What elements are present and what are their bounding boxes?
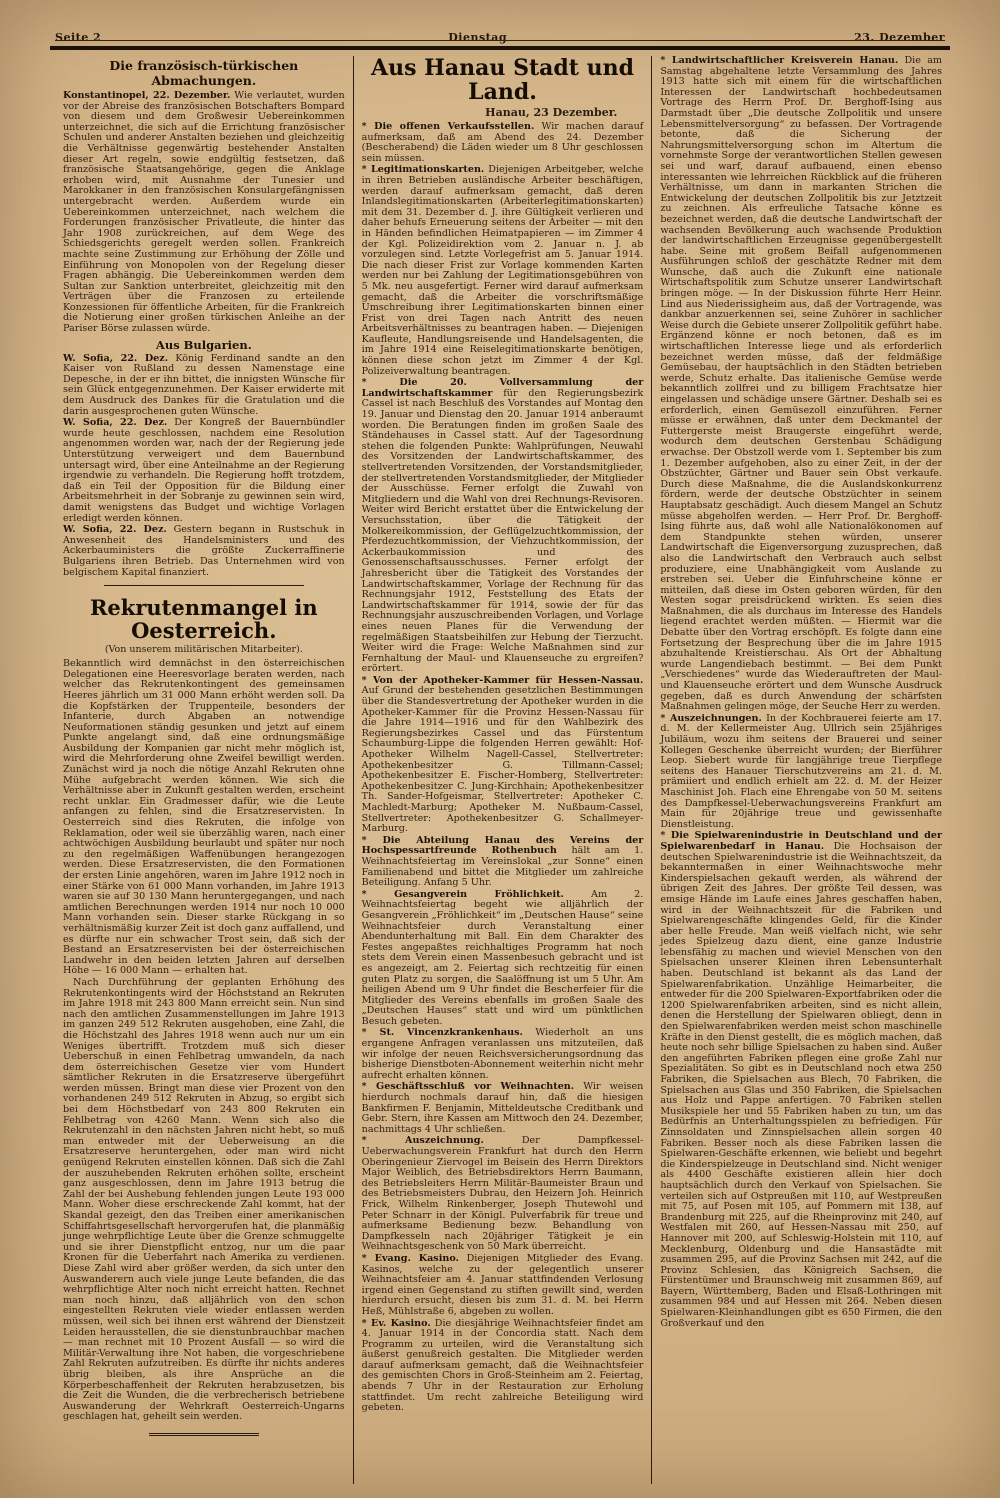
article-recruit-shortage bbox=[63, 596, 345, 1423]
article-paragraph: Bekanntlich wird demnächst in den österreichischen Delegationen eine Heeresvorlage beraten werden, nach welcher das Rekrutenkontingent des gemeinsamen Heeres jährlich um 31 000 Mann erhöht werden soll. Da die Kopfstärken der Truppenteile, besonders der Infanterie, durch Abgaben an notwendige Neuformationen ständig gesunken und jetzt auf einem Punkte angelangt sind, daß eine ordnungsmäßige Ausbildung der Kompanien gar nicht mehr möglich ist, wird die Mehrforderung ohne Zweifel bewilligt werden. Zunächst wird ja noch die nötige Anzahl Rekruten ohne Mühe aufgebracht werden können. Wie sich die Verhältnisse aber in Zukunft gestalten werden, erscheint recht unklar. Ein Gradmesser dafür, wie die Leute anfangen zu fehlen, sind die Ersatzreservisten. In Oesterreich sind dies Rekruten, die infolge von Reklamation, oder weil sie überzählig waren, nach einer achtwöchigen Ausbildung beurlaubt und später nur noch zu den regelmäßigen Waffenübungen herangezogen werden. Diese Ersatzreservisten, die den Formationen der ersten Linie angehören, waren im Jahre 1912 noch in einer Stärke von 61 000 Mann vorhanden, im Jahre 1913 waren sie auf 30 130 Mann heruntergegangen, und nach amtlichen Berechnungen werden 1914 nur noch 10 000 Mann vorhanden sein. Dieser starke Rückgang in so verhältnismäßig kurzer Zeit ist doch ganz auffallend, und es dürfte nur ein schwacher Trost sein, daß sich der Bestand an Ersatzreservisten bei der österreichischen Landwehr in den beiden letzten Jahren auf derselben Höhe — 16 000 Mann — erhalten hat. bbox=[63, 658, 345, 977]
news-item: * Ev. Kasino. Die diesjährige Weihnachtsfeier findet am 4. Januar 1914 in der Concordia statt. Nach dem Programm zu urteilen, wird die Veranstaltung sich äußerst genußreich gestalten. Die Mitglieder werden darauf aufmerksam gemacht, daß die Weihnachtsfeier des gemischten Chors in Groß-Steinheim am 2. Feiertag, abends 7 Uhr in der Restauration zur Erholung stattfindet. Um recht zahlreiche Beteiligung wird gebeten. bbox=[361, 1317, 644, 1414]
article-paragraph: Nach Durchführung der geplanten Erhöhung des Rekrutenkontingents wird der Höchststand an Rekruten im Jahre 1918 mit 243 800 Mann erreicht sein. Nun sind nach den amtlichen Zusammenstellungen im Jahre 1913 im ganzen 249 512 Rekruten ausgehoben, eine Zahl, die die Höchstzahl des Jahres 1918 wenn auch nur um ein Weniges übertrifft. Trotzdem muß sich dieser Ueberschuß in einen Fehlbetrag umwandeln, da nach dem österreichischen Gesetze vier vom Hundert sämtlicher Rekruten in die Ersatzreserve übergeführt werden müssen. Bringt man diese vier Prozent von den vorhandenen 249 512 Rekruten in Abzug, so ergibt sich bei dem Höchstbedarf von 243 800 Rekruten ein Fehlbetrag von 4260 Mann. Wenn sich also die Rekrutenzahl in den nächsten Jahren nicht hebt, so muß man entweder mit der Ueberweisung an die Ersatzreserve heruntergehen, oder man wird nicht genügend Rekruten einstellen können. Daß sich die Zahl der auszuhebenden Rekruten erhöhen sollte, erscheint ganz ausgeschlossen, denn im Jahre 1913 betrug die Zahl der bei Aushebung fehlenden jungen Leute 193 000 Mann. Woher diese erschreckende Zahl kommt, hat der Skandal gezeigt, den das Treiben einer amerikanischen Schiffahrtsgesellschaft hervorgerufen hat, die planmäßig junge wehrpflichtige Leute über die Grenze schmuggelte und sie ihrer Dienstpflicht entzog, nur um die paar Kronen für die Ueberfahrt nach Amerika zu verdienen. Diese Zahl wird aber größer werden, da sich unter den Auswanderern auch viele junge Leute befanden, die das wehrpflichtige Alter noch nicht erreicht hatten. Rechnet man noch hinzu, daß alljährlich von den schon eingestellten Rekruten viele wieder entlassen werden müssen, weil sich bei ihnen erst während der Dienstzeit Leiden herausstellen, die sie dienstunbrauchbar machen — man rechnet mit 10 Prozent Ausfall — so wird die Militär-Verwaltung ihre Not haben, die vorgeschriebene Zahl Rekruten aufzutreiben. Es dürfte ihr nichts anderes übrig bleiben, als ihre Ansprüche an die Körperbeschaffenheit der Rekruten herabzusetzen, bis die Zeit die Wunden, die die verbrecherisch betriebene Auswanderung der Wehrkraft Oesterreich-Ungarns geschlagen hat, geheilt sein werden. bbox=[63, 976, 345, 1423]
item-lead: * Von der Apotheker-Kammer für Hessen-Nassau. bbox=[361, 674, 644, 686]
local-section-masthead: Aus Hanau Stadt und Land. bbox=[371, 56, 634, 105]
item-lead: * Geschäftsschluß vor Weihnachten. bbox=[361, 1081, 575, 1093]
item-lead: * Die 20. Vollversammlung der Landwirtschaftskammer bbox=[361, 377, 644, 399]
item-dateline: W. Sofia, 22. Dez. bbox=[63, 417, 168, 429]
news-item: * Von der Apotheker-Kammer für Hessen-Nassau. Auf Grund der bestehenden gesetzlichen Bestimmungen über die Standesvertretung der Apotheker wurden in die Apotheker-Kammer für die Provinz Hessen-Nassau für die Jahre 1914—1916 und für den Wahlbezirk des Regierungsbezirkes Cassel und das Fürstentum Schaumburg-Lippe die folgenden Herren gewählt: Hof-Apotheker Wilhelm Nagell-Cassel, Stellvertreter: Apothekenbesitzer G. Tillmann-Cassel; Apothekenbesitzer E. Fischer-Homberg, Stellvertreter: Apothekenbesitzer C. Jung-Kirchhain; Apothekenbesitzer Th. Sander-Hofgeismar, Stellvertreter: Apotheker C. Machledt-Marburg; Apotheker M. Nußbaum-Cassel, Stellvertreter: Apothekenbesitzer G. Schallmeyer-Marburg. bbox=[361, 674, 644, 835]
news-item: * Die 20. Vollversammlung der Landwirtschaftskammer für den Regierungsbezirk Cassel ist nach Beschluß des Vorstandes auf Montag den 19. Januar und Dienstag den 20. Januar 1914 anberaumt worden. Die Beratungen finden im großen Saale des Ständehauses in Cassel statt. Auf der Tagesordnung stehen die folgenden Punkte: Wahlprüfungen, Neuwahl des Vorsitzenden der Landwirtschaftskammer, des stellvertretenden Vorsitzenden, der Vorstandsmitglieder, der stellvertretenden Vorstandsmitglieder, der Mitglieder der Ausschüsse. Ferner erfolgt die Zuwahl von Mitgliedern und die Wahl von drei Rechnungs-Revisoren. Weiter wird Bericht erstattet über die Entwickelung der Versuchsstation, über die Tätigkeit der Molkereikommission, der Geflügelzuchtkommission, der Pferdezuchtkommission, der Viehzuchtkommission, der Ackerbaukommission und des Genossenschaftsausschusses. Ferner erfolgt der Jahresbericht über die Tätigkeit des Vorstandes der Landwirtschaftskammer, Vorlage der Rechnung für das Rechnungsjahr 1912, Feststellung des Etats der Landwirtschaftskammer für 1914, sowie der für das Rechnungsjahr auszuschreibenden Vorlagen, und Vorlage eines neuen Planes für die Verwendung der regelmäßigen Staatsbeihilfen zur Hebung der Tierzucht. Weiter wird die Frage: Welche Maßnahmen sind zur Fernhaltung der Maul- und Klauenseuche zu ergreifen? erörtert. bbox=[361, 377, 644, 675]
local-dateline: Hanau, 23 Dezember. bbox=[485, 106, 618, 119]
article-french-turkish bbox=[63, 58, 345, 335]
header-rule-thin bbox=[55, 40, 945, 41]
news-item: * Die Spielwarenindustrie in Deutschland und der Spielwarenbedarf in Hanau. Die Hochsaison der deutschen Spielwarenindustrie ist die Weihnachtszeit, da bekanntermaßen in einer Weihnachtswoche mehr Kinderspielsachen gekauft werden, als während der übrigen Zeit des Jahres. Der größte Teil dessen, was emsige Hände im Laufe eines Jahres geschaffen haben, wird in der Weihnachtszeit für die Fabriken und Spielwarengeschäfte klingendes Geld, für die Kinder aber helle Freude. Man weiß vielfach nicht, wie sehr jedes Spielzeug dazu dient, eine ganze Industrie lebensfähig zu machen und wieviel Menschen von den Spielsachen unserer Kleinen ihren Lebensunterhalt haben. Deutschland ist bekannt als das Land der Spielwarenfabrikation. Unzählige Heimarbeiter, die entweder für die 200 Spielwaren-Exportfabriken oder die 1200 Spielwarenfabriken arbeiten, sind es nicht allein, denen die Herstellung der Spielwaren obliegt, denn in den Spielwarenfabriken werden meist schon maschinelle Kräfte in den Dienst gestellt, die es möglich machen, daß heute noch sehr billige Spielsachen zu haben sind. Außer den angeführten Fabriken pflegen eine große Zahl nur Spezialitäten. So gibt es in Deutschland noch etwa 250 Fabriken, die Spielsachen aus Blech, 70 Fabriken, die Spielsachen aus Glas und 350 Fabriken, die Spielsachen aus Holz und Pappe anfertigen. 70 Fabriken stellen Musikspiele her und 55 Fabriken haben zu tun, um das Bedürfnis an Unterhaltungsspielen zu befriedigen. Für Zinnsoldaten und Zinnspielsachen allein sorgen 40 Fabriken. Besser noch als diese Fabriken lassen die Spielwaren-Geschäfte erkennen, wie beliebt und begehrt die Kinderspielzeuge in Deutschland sind. Nicht weniger als 4400 Geschäfte existieren allein hier doch hauptsächlich durch den Verkauf von Spielsachen. Sie verteilen sich auf Ostpreußen mit 110, auf Westpreußen mit 75, auf Posen mit 105, auf Pommern mit 138, auf Brandenburg mit 225, auf die Rheinprovinz mit 240, auf Westfalen mit 260, auf Hessen-Nassau mit 250, auf Hannover mit 200, auf Schleswig-Holstein mit 110, auf Mecklenburg, Oldenburg und die Hansastädte mit zusammen 295, auf die Provinz Sachsen mit 242, auf die Provinz Schlesien, das Königreich Sachsen, die Fürstentümer und Braunschweig mit zusammen 869, auf Bayern, Württemberg, Baden und Elsaß-Lothringen mit zusammen 984 und auf Hessen mit 264. Neben diesen Spielwaren-Kleinhandlungen gibt es 650 Firmen, die den Großverkauf und den bbox=[660, 830, 943, 1329]
item-lead: * Auszeichnungen. bbox=[660, 712, 762, 724]
item-lead: * Die Abteilung Hanau des Vereins der Hochspessartfreunde Rothenbuch bbox=[361, 834, 644, 857]
item-lead: * Landwirtschaftlicher Kreisverein Hanau. bbox=[660, 56, 899, 66]
news-item: * Gesangverein Fröhlichkeit. Am 2. Weihnachtsfeiertag begeht wie alljährlich der Gesangverein „Fröhlichkeit“ im „Deutschen Hause“ seine Weihnachtsfeier durch Veranstaltung einer Abendunterhaltung mit Ball. Ein dem Charakter des Festes angepaßtes reichhaltiges Programm hat noch stets dem Verein einen Massenbesuch gebracht und ist es angezeigt, am 2. Feiertag sich rechtzeitig für einen guten Platz zu sorgen, die Saalöffnung ist um 5 Uhr. Am heiligen Abend um 9 Uhr findet die Bescherfeier für die Mitglieder des Vereins ebenfalls im großen Saale des „Deutschen Hauses“ statt und wird um pünktlichen Besuch gebeten. bbox=[361, 888, 644, 1027]
article-byline: (Von unserem militärischen Mitarbeiter). bbox=[104, 644, 303, 656]
column-3 bbox=[651, 56, 950, 1484]
column-2 bbox=[353, 56, 652, 1484]
item-lead: * Gesangverein Fröhlichkeit. bbox=[361, 888, 564, 900]
news-item: * Landwirtschaftlicher Kreisverein Hanau. Die am Samstag abgehaltene letzte Versammlung des Jahres 1913 hatte sich mit einem für die wirtschaftlichen Interessen der Landwirtschaft hochbedeutsamen Vortrage des Herrn Prof. Dr. Berghoff-Ising aus Darmstadt über „Die deutsche Zollpolitik und unsere Lebensmittelversorgung“ zu befassen. Der Vortragende betonte, daß die Sicherung der Nahrungsmittelversorgung schon im Altertum die vornehmste Sorge der verantwortlichen Stellen gewesen sei und warf, darauf aufbauend, einen ebenso interessanten wie lehrreichen Rückblick auf die früheren Verhältnisse, um dann in markanten Strichen die Entwickelung der deutschen Zollpolitik bis zur Jetztzeit zu zeichnen. Als erfreuliche Tatsache könne es bezeichnet werden, daß die deutsche Landwirtschaft der wachsenden Bevölkerung auch wachsende Produktion der landwirtschaftlichen Erzeugnisse gegenübergestellt habe. Seine mit großem Beifall aufgenommenen Ausführungen schloß der geschätzte Redner mit dem Wunsche, daß auch die Zukunft eine nationale Wirtschaftspolitik zum Schutze unserer Landwirtschaft bringen möge. — In der Diskussion führte Herr Heinr. Lind aus Niederissigheim aus, daß der Vortragende, was dankbar anzuerkennen sei, seine Zuhörer in sachlicher Weise durch die Gebiete unserer Zollpolitik geführt habe. Ergänzend könne er noch betonen, daß es im wirtschaftlichen Interesse liege und als erforderlich bezeichnet werden müsse, daß der feldmäßige Gemüsebau, der hauptsächlich in den Städten betrieben werde, Schutz erhalte. Das italienische Gemüse werde bekanntlich zollfrei und zu billigem Frachtsatze hier eingelassen und schädige unsere Gärtner. Deshalb sei es erforderlich, einen Gemüsezoll einzuführen. Ferner müsse er erwähnen, daß unter dem Deckmantel der Futtergerste meist Braugerste eingeführt werde, wodurch dem deutschen Gerstenbau Schädigung erwachse. Der Obstzoll werde vom 1. September bis zum 1. Dezember aufgehoben, also zu einer Zeit, in der der Obstzüchter, Gärtner und Bauer sein Obst verkaufe. Durch diese Maßnahme, die die Auslandskonkurrenz fördern, werde der deutsche Obstzüchter in seinem Hauptabsatz geschädigt. Auch diesem Mangel an Schutz müsse abgeholfen werden. — Herr Prof. Dr. Berghoff-Ising führte aus, daß wohl alle Nationalökonomen auf dem Standpunkte stehen würden, unserer Landwirtschaft die Eigenversorgung zuzusprechen, daß also die Landwirtschaft den Verbrauch auch selbst produziere, eine Unabhängigkeit vom Auslande zu erstreben sei. Ueber die Einfuhrscheine könne er mitteilen, daß diese im Osten geboren würden, für den Westen sogar preisdrückend wirkten. Es seien dies Maßnahmen, die als durchaus im Interesse des Handels liegend erachtet werden müßten. — Hiermit war die Debatte über den Vortrag erschöpft. Es folgte dann eine Fortsetzung der Besprechung über die im Jahre 1915 abzuhaltende Kreistierschau. Als Ort der Abhaltung wurde Langendiebach bestimmt. — Bei dem Punkt „Verschiedenes“ wurde das Wiederauftreten der Maul- und Klauenseuche erörtert und dem Wunsche Ausdruck gegeben, daß es durch Anwendung der schärfsten Maßnahmen gelingen möge, der Seuche Herr zu werden. bbox=[660, 56, 943, 713]
weekday-label: Dienstag bbox=[448, 31, 508, 44]
header-rule-thick bbox=[50, 46, 950, 50]
article-bulgaria bbox=[63, 338, 345, 578]
news-item: * Auszeichnung. Der Dampfkessel-Ueberwachungsverein Frankfurt hat durch den Herrn Oberingenieur Ziervogel im Beisein des Herrn Direktors Major Weiblich, des Betriebsdirektors Herrn Baumann, des Betriebsleiters Herrn Militär-Baumeister Braun und des Betriebsmeisters Dubrau, den Heizern Joh. Heinrich Frick, Wilhelm Rinkenberger, Joseph Thutewohl und Peter Schnarr in der Königl. Pulverfabrik für treue und aufmerksame Bedienung bezw. Behandlung von Dampfkesseln nach 20jähriger Tätigkeit je ein Weihnachtsgeschenk von 50 Mark überreicht. bbox=[361, 1135, 644, 1253]
item-lead: * Die offenen Verkaufsstellen. bbox=[361, 121, 535, 132]
item-lead: * Evang. Kasino. bbox=[361, 1252, 459, 1264]
article-dateline: Konstantinopel, 22. Dezember. bbox=[63, 90, 231, 101]
item-lead: * Die Spielwarenindustrie in Deutschland und der Spielwarenbedarf in Hanau. bbox=[660, 830, 943, 852]
news-item: * Evang. Kasino. Diejenigen Mitglieder des Evang. Kasinos, welche zu der gelegentlich unserer Weihnachtsfeier am 4. Januar stattfindenden Verlosung irgend einen Gegenstand zu stiften gewillt sind, werden hierdurch ersucht, diesen bis zum 31. d. M. bei Herrn Heß, Mühlstraße 6, abgeben zu wollen. bbox=[361, 1252, 644, 1317]
item-lead: * Legitimationskarten. bbox=[361, 164, 485, 176]
item-dateline: W. Sofia, 22. Dez. bbox=[63, 352, 169, 364]
column-layout bbox=[55, 56, 950, 1484]
article-end-divider bbox=[149, 1433, 259, 1436]
article-headline: Rekrutenmangel in Oesterreich. bbox=[89, 595, 318, 644]
item-lead: * Auszeichnung. bbox=[361, 1135, 484, 1147]
article-title: Die französisch-türkischen Abmachungen. bbox=[109, 58, 299, 88]
news-item: W. Sofia, 22. Dez. König Ferdinand sandte an den Kaiser von Rußland zu dessen Namenstage eine Depesche, in der er ihn bittet, die innigsten Wünsche für sein Glück entgegenzunehmen. Der Kaiser erwiderte mit dem Ausdruck des Dankes für die Gratulation und die darin ausgesprochenen guten Wünsche. bbox=[63, 352, 345, 417]
news-item: * Auszeichnungen. In der Kochbrauerei feierte am 17. d. M. der Kellermeister Aug. Ullrich sein 25jähriges Jubiläum, wozu ihm seitens der Brauerei und seiner Kollegen Geschenke überreicht wurden; der Bierführer Leop. Siebert wurde für langjährige treue Tierpflege seitens des Hanauer Tierschutzvereins am 21. d. M. prämiiert und endlich erhielt am 22. d. M. der Heizer Maschinist Joh. Flach eine Ehrengabe von 50 M. seitens des Dampfkessel-Ueberwachungsvereins Frankfurt am Main für 20jährige treue und gewissenhafte Dienstleistung. bbox=[660, 712, 943, 830]
news-item: W. Sofia, 22. Dez. Gestern begann in Rustschuk in Anwesenheit des Handelsministers und des Ackerbauministers die größte Zuckerraffinerie Bulgariens ihren Betrieb. Das Unternehmen wird von belgischem Kapital finanziert. bbox=[63, 524, 345, 578]
news-item: W. Sofia, 22. Dez. Der Kongreß der Bauernbündler wurde heute geschlossen, nachdem eine Resolution angenommen worden war, nach der der Regierung jede Unterstützung verweigert und dem Bauernbund untersagt wird, über eine Anteilnahme an der Regierung irgendwie zu verhandeln. Die Regierung hofft trotzdem, daß ein Teil der Opposition für die Bildung einer Arbeitsmehrheit in der Sobranje zu gewinnen sein wird, damit wenigstens das Budget und wichtige Vorlagen erledigt werden können. bbox=[63, 417, 345, 524]
news-item: * St. Vincenzkrankenhaus. Wiederholt an uns ergangene Anfragen veranlassen uns mitzuteilen, daß wir infolge der neuen Reichsversicherungsordnung das bisherige Dienstboten-Abonnement weiterhin nicht mehr aufrecht erhalten können. bbox=[361, 1027, 644, 1081]
news-item: * Die Abteilung Hanau des Vereins der Hochspessartfreunde Rothenbuch hält am 1. Weihnachtsfeiertag im Vereinslokal „zur Sonne“ einen Familienabend und bittet die Mitglieder um zahlreiche Beteiligung. Anfang 5 Uhr. bbox=[361, 834, 644, 889]
article-body: Konstantinopel, 22. Dezember. Wie verlautet, wurden vor der Abreise des französischen Botschafters Bompard von diesem und dem Großwesir Uebereinkommen unterzeichnet, die sich auf die Errichtung französischer Schulen und anderer Anstalten beziehen und gleichzeitig die Verhältnisse gegenwärtig bestehender Anstalten dieser Art regeln, sowie endgültig festsetzen, daß französische Staatsangehörige, gegen die Anklage erhoben wird, mit Ausnahme der Tunesier und Marokkaner in den französischen Konsulargefängnissen untergebracht werden. Außerdem wurde ein Uebereinkommen unterzeichnet, nach welchem die Forderungen französischer Privatleute, die hinter das Jahr 1908 zurückreichen, auf dem Wege des Schiedsgerichts geregelt werden sollen. Frankreich machte seine Zustimmung zur Erhöhung der Zölle und Einführung von Monopolen von der Regelung dieser Fragen abhängig. Die Uebereinkommen werden dem Sultan zur Sanktion unterbreitet, gleichzeitig mit den Verträgen über die Franzosen zu erteilende Konzessionen für öffentliche Arbeiten, für die Frankreich die Notierung einer großen türkischen Anleihe an der Pariser Börse zulassen würde. bbox=[63, 90, 345, 335]
news-item: * Geschäftsschluß vor Weihnachten. Wir weisen hierdurch nochmals darauf hin, daß die hiesigen Bankfirmen F. Benjamin, Mitteldeutsche Creditbank und Gebr. Stern, ihre Kassen am Mittwoch den 24. Dezember, nachmittags 4 Uhr schließen. bbox=[361, 1081, 644, 1135]
article-title: Aus Bulgarien. bbox=[155, 337, 252, 352]
page-number-label: Seite 2 bbox=[55, 31, 102, 44]
date-label: 23. Dezember bbox=[854, 31, 945, 44]
column-1 bbox=[55, 56, 353, 1484]
article-divider bbox=[104, 585, 304, 586]
item-lead: * St. Vincenzkrankenhaus. bbox=[361, 1027, 523, 1039]
news-item: * Die offenen Verkaufsstellen. Wir machen darauf aufmerksam, daß am Abend des 24. Dezember (Bescherabend) die Läden wieder um 8 Uhr geschlossen sein müssen. bbox=[361, 121, 644, 164]
news-item: * Legitimationskarten. Diejenigen Arbeitgeber, welche in ihren Betrieben ausländische Arbeiter beschäftigen, werden darauf aufmerksam gemacht, daß deren Inlandslegitimationskarten (Arbeiterlegitimationskarten) mit dem 31. Dezember d. J. ihre Gültigkeit verlieren und daher behufs Erneuerung seitens der Arbeiter — mit den in Händen befindlichen Heimatpapieren — im Zimmer 4 der Kgl. Polizeidirektion vom 2. Januar n. J. ab vorzulegen sind. Letzte Vorlegefrist am 5. Januar 1914. Die nach dieser Frist zur Vorlage kommenden Karten werden nur bei Zahlung der Legitimationsgebühren von 5 Mk. neu ausgefertigt. Ferner wird darauf aufmerksam gemacht, daß die Arbeiter die vorschriftsmäßige Umschreibung ihrer Legitimationskarten binnen einer Frist von drei Tagen nach Antritt des neuen Arbeitsverhältnisses zu beantragen haben. — Diejenigen Kaufleute, Handlungsreisende und Handelsagenten, die im Jahre 1914 eine Reiselegitimationskarte benötigen, können diese schon jetzt im Zimmer 4 der Kgl. Polizeiverwaltung beantragen. bbox=[361, 164, 644, 377]
item-lead: * Ev. Kasino. bbox=[361, 1317, 431, 1329]
item-dateline: W. Sofia, 22. Dez. bbox=[63, 524, 167, 536]
